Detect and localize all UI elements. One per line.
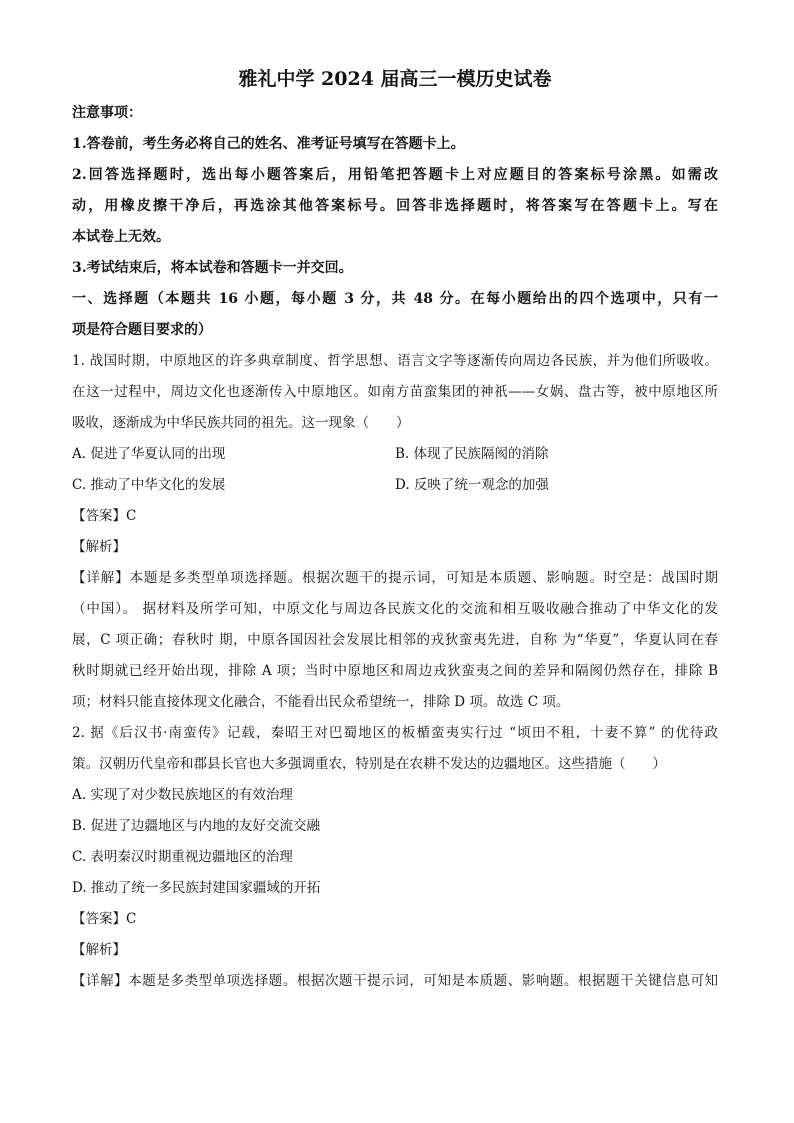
notice-item-1: 1.答卷前，考生务必将自己的姓名、准考证号填写在答题卡上。 — [72, 136, 465, 152]
notice-item-2-line-3: 本试卷上无效。 — [72, 229, 170, 245]
exam-title: 雅礼中学 2024 届高三一模历史试卷 — [238, 68, 552, 90]
question-2-stem-line-2: 策。汉朝历代皇帝和郡县长官也大多强调重农，特别是在农耕不发达的边疆地区。这些措施（ ） — [72, 756, 666, 772]
question-1-options-row-1 — [72, 439, 718, 470]
question-1-option-c: C. 推动了中华文化的发展 — [72, 477, 226, 493]
question-1-stem-line-2: 在这一过程中，周边文化也逐渐传入中原地区。如南方苗蛮集团的神祇——女娲、盘古等，被中原地区所 — [72, 384, 718, 400]
question-1-option-b: B. 体现了民族隔阂的消除 — [395, 446, 549, 462]
question-2-answer: 【答案】C — [72, 911, 137, 927]
section-heading-line-1: 一、选择题（本题共 16 小题，每小题 3 分，共 48 分。在每小题给出的四个选项中，只有一 — [72, 291, 718, 307]
question-1-options-row-2 — [72, 470, 718, 501]
question-1-answer: 【答案】C — [72, 508, 137, 524]
question-1-option-a: A. 促进了华夏认同的出现 — [72, 446, 226, 462]
section-heading-line-2: 项是符合题目要求的） — [72, 322, 212, 338]
question-1-stem-line-3: 吸收，逐渐成为中华民族共同的祖先。这一现象（ ） — [72, 415, 410, 431]
question-1-stem-line-1: 1. 战国时期，中原地区的许多典章制度、哲学思想、语言文字等逐渐传向周边各民族，并为他们所吸收。 — [72, 353, 718, 369]
notice-heading: 注意事项： — [72, 105, 142, 121]
question-2-option-d: D. 推动了统一多民族封建国家疆域的开拓 — [72, 880, 321, 896]
question-2-stem-line-1: 2. 据《后汉书·南蛮传》记载，秦昭王对巴蜀地区的板楯蛮夷实行过 “顷田不租，十妻不算” 的优待政 — [72, 725, 718, 741]
question-1-detail-line-4: 秋时期就已经开始出现，排除 A 项；当时中原地区和周边戎狄蛮夷之间的差异和隔阂仍然存在，排除 B — [72, 663, 718, 679]
question-2-option-c: C. 表明秦汉时期重视边疆地区的治理 — [72, 849, 293, 865]
question-2-detail-line-1: 【详解】本题是多类型单项选择题。根据次题干提示词，可知是本质题、影响题。根据题干关键信息可知 — [72, 973, 718, 989]
question-1-detail-line-5: 项；材料只能直接体现文化融合，不能看出民众希望统一，排除 D 项。故选 C 项。 — [72, 694, 570, 710]
question-1-detail-line-2: （中国）。 据材料及所学可知，中原文化与周边各民族文化的交流和相互吸收融合推动了中华文化的发 — [72, 601, 718, 617]
question-1-detail-line-1: 【详解】本题是多类型单项选择题。根据次题干的提示词，可知是本质题、影响题。时空是：战国时期 — [72, 570, 718, 586]
notice-item-2-line-2: 动，用橡皮擦干净后，再选涂其他答案标号。回答非选择题时，将答案写在答题卡上。写在 — [72, 198, 718, 214]
notice-item-3: 3.考试结束后，将本试卷和答题卡一并交回。 — [72, 260, 353, 276]
question-1-detail-line-3: 展，C 项正确；春秋时 期，中原各国因社会发展比相邻的戎狄蛮夷先进，自称 为“华夏”，华夏认同在春 — [72, 632, 718, 648]
question-2-option-b: B. 促进了边疆地区与内地的友好交流交融 — [72, 818, 321, 834]
question-2-option-a: A. 实现了对少数民族地区的有效治理 — [72, 787, 293, 803]
question-1-option-d: D. 反映了统一观念的加强 — [395, 477, 549, 493]
notice-item-2-line-1: 2.回答选择题时，选出每小题答案后，用铅笔把答题卡上对应题目的答案标号涂黑。如需改 — [72, 167, 718, 183]
question-1-analysis-label: 【解析】 — [72, 539, 126, 555]
question-2-analysis-label: 【解析】 — [72, 942, 126, 958]
